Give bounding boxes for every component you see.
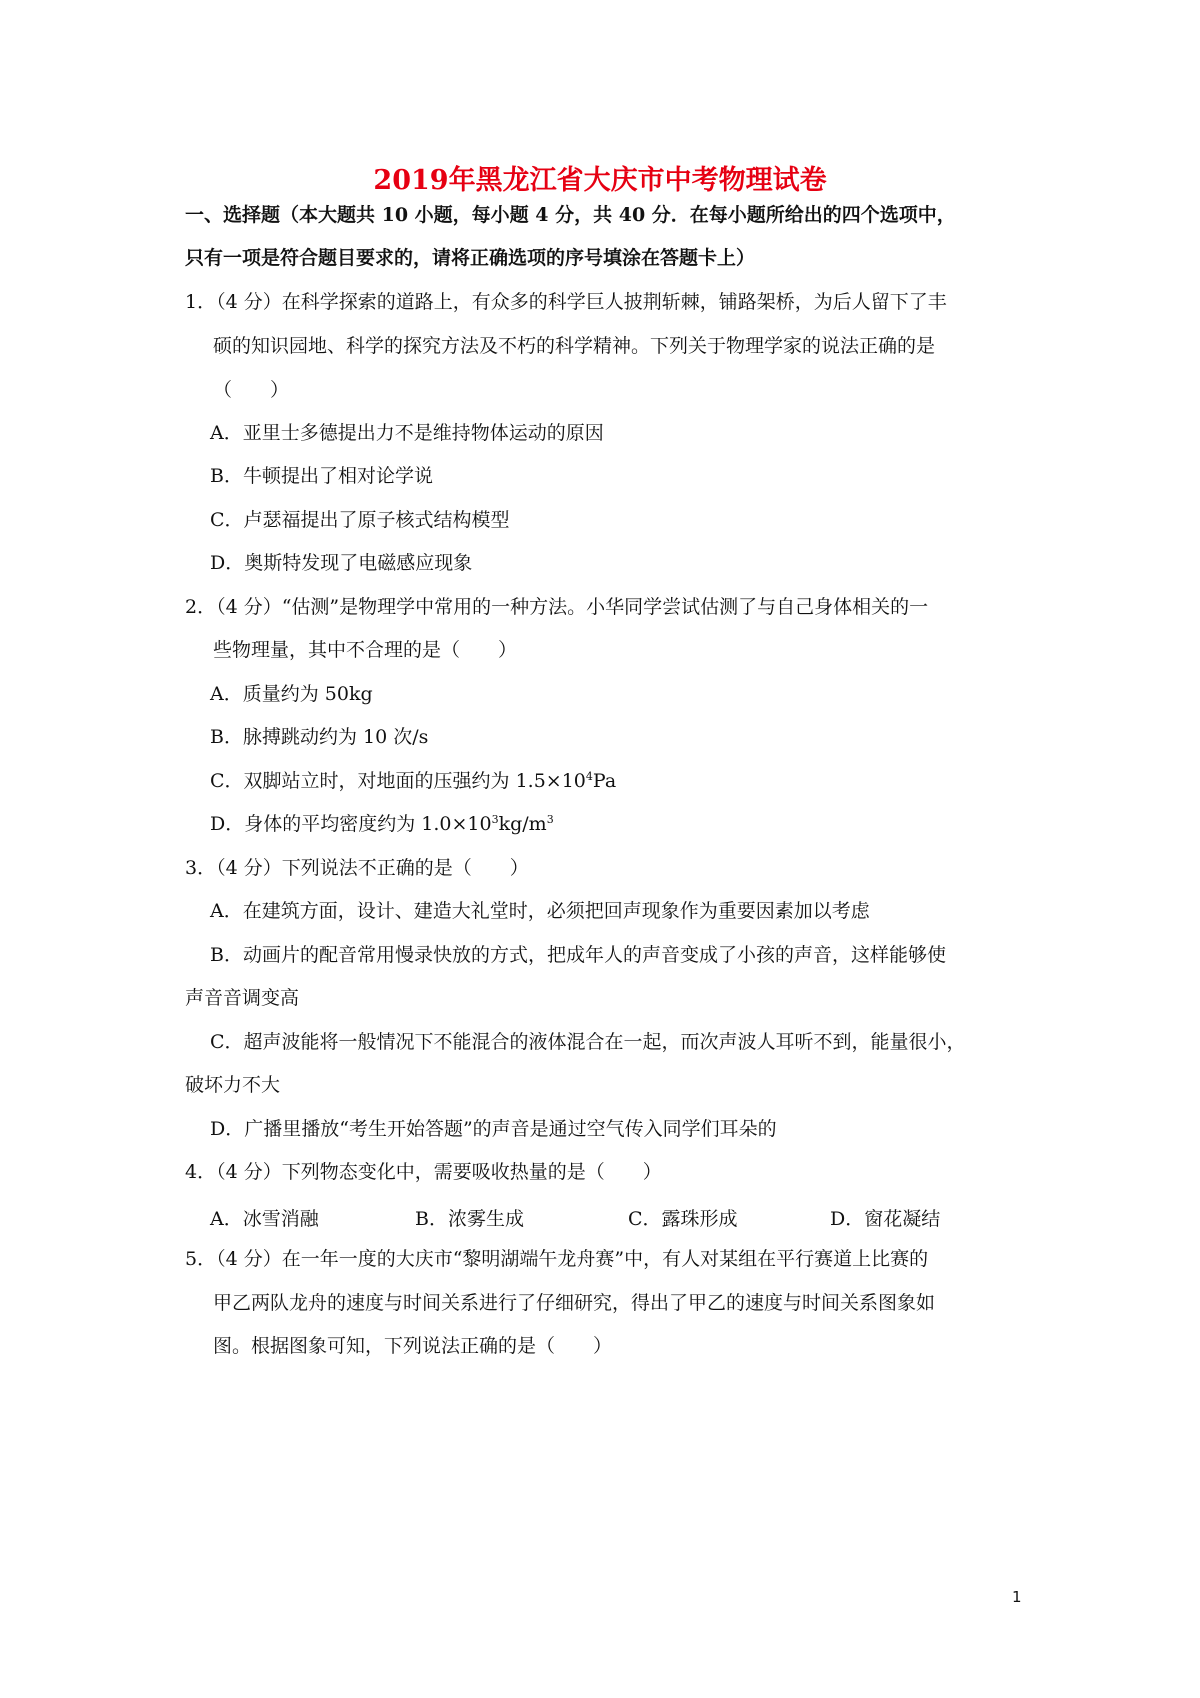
section-heading-line-2: 只有一项是符合题目要求的，请将正确选项的序号填涂在答题卡上） <box>185 247 756 269</box>
q1-answer-blank: （ ） <box>213 379 290 401</box>
section-heading-line-1: 一、选择题（本大题共 10 小题，每小题 4 分，共 40 分．在每小题所给出的四个选项中， <box>185 204 956 226</box>
q5-stem-line-3: 图。根据图象可知，下列说法正确的是（ ） <box>213 1335 613 1357</box>
q2-option-d-unit: kg/m <box>498 813 547 835</box>
q1-option-d: D．奥斯特发现了电磁感应现象 <box>210 552 473 574</box>
q5-stem-line-2: 甲乙两队龙舟的速度与时间关系进行了仔细研究，得出了甲乙的速度与时间关系图象如 <box>213 1292 936 1314</box>
q2-option-d <box>210 812 554 836</box>
q2-option-d-exponent: 3 <box>491 813 499 826</box>
q4-option-b: B．浓雾生成 <box>415 1208 524 1230</box>
q4-option-a: A．冰雪消融 <box>210 1208 319 1230</box>
q4-stem: 4．（4 分）下列物态变化中，需要吸收热量的是（ ） <box>185 1161 662 1183</box>
q2-option-a: A．质量约为 50kg <box>210 683 373 705</box>
q1-stem-line-1: 1．（4 分）在科学探索的道路上，有众多的科学巨人披荆斩棘，铺路架桥，为后人留下了丰 <box>185 291 947 313</box>
exam-title: 2019年黑龙江省大庆市中考物理试卷 <box>373 165 827 196</box>
q2-option-d-unit-exponent: 3 <box>546 813 554 826</box>
q1-option-a: A．亚里士多德提出力不是维持物体运动的原因 <box>210 422 604 444</box>
q2-option-c <box>210 769 616 793</box>
q3-option-c-line-2: 破坏力不大 <box>185 1074 281 1096</box>
q3-option-d: D．广播里播放“考生开始答题”的声音是通过空气传入同学们耳朵的 <box>210 1118 777 1140</box>
q1-option-b: B．牛顿提出了相对论学说 <box>210 465 433 487</box>
q3-option-c-line-1: C．超声波能将一般情况下不能混合的液体混合在一起，而次声波人耳听不到，能量很小， <box>210 1031 966 1053</box>
q3-stem: 3．（4 分）下列说法不正确的是（ ） <box>185 857 529 879</box>
q4-option-d: D．窗花凝结 <box>830 1208 941 1230</box>
q2-stem-line-2: 些物理量，其中不合理的是（ ） <box>213 639 518 661</box>
q5-stem-line-1: 5．（4 分）在一年一度的大庆市“黎明湖端午龙舟赛”中，有人对某组在平行赛道上比赛的 <box>185 1248 929 1270</box>
q2-option-c-unit: Pa <box>592 770 617 792</box>
q2-option-c-exponent: 4 <box>585 770 593 783</box>
q1-option-c: C．卢瑟福提出了原子核式结构模型 <box>210 509 510 531</box>
q4-option-c: C．露珠形成 <box>628 1208 738 1230</box>
q1-stem-line-2: 硕的知识园地、科学的探究方法及不朽的科学精神。下列关于物理学家的说法正确的是 <box>213 335 936 357</box>
page-number: 1 <box>1012 1588 1022 1606</box>
q3-option-b-line-2: 声音音调变高 <box>185 987 300 1009</box>
q2-option-d-text: D．身体的平均密度约为 1.0×10 <box>210 813 492 835</box>
q3-option-a: A．在建筑方面，设计、建造大礼堂时，必须把回声现象作为重要因素加以考虑 <box>210 900 870 922</box>
q2-stem-line-1: 2．（4 分）“估测”是物理学中常用的一种方法。小华同学尝试估测了与自己身体相关的一 <box>185 596 929 618</box>
q3-option-b-line-1: B．动画片的配音常用慢录快放的方式，把成年人的声音变成了小孩的声音，这样能够使 <box>210 944 946 966</box>
q2-option-c-text: C．双脚站立时，对地面的压强约为 1.5×10 <box>210 770 586 792</box>
q2-option-b: B．脉搏跳动约为 10 次/s <box>210 726 429 748</box>
